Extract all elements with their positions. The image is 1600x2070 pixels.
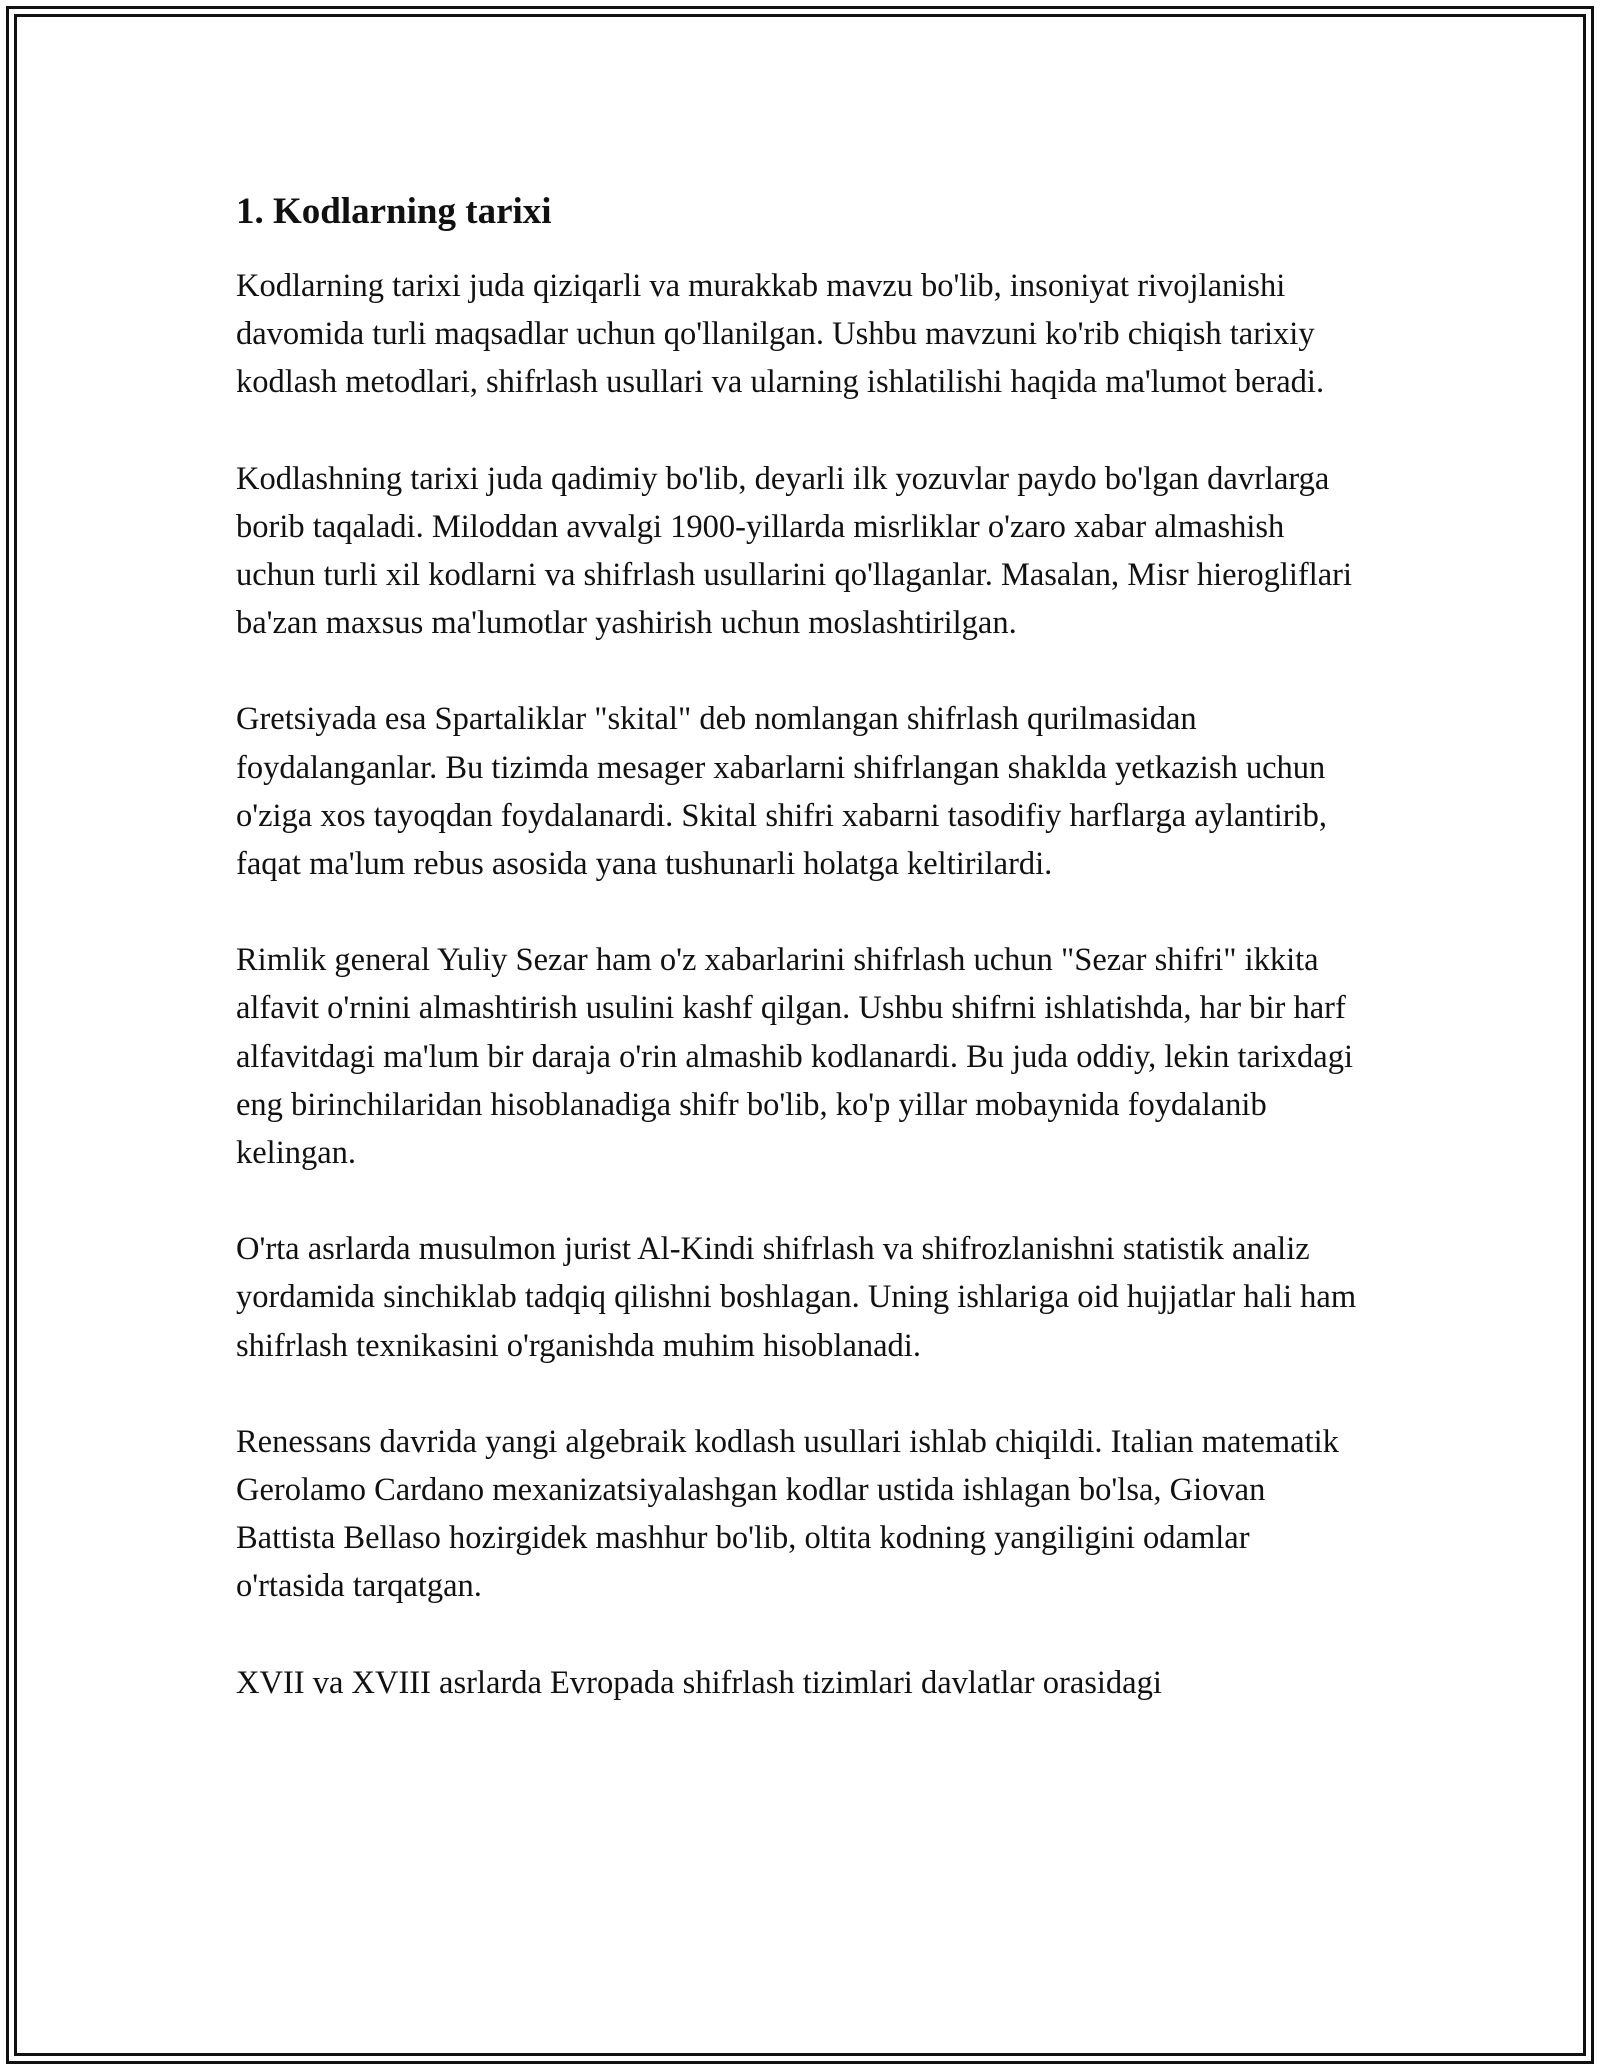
paragraph-greece-scytale: Gretsiyada esa Spartaliklar "skital" deb nomlangan shifrlash qurilmasidan foydalanganlar. Bu tizimda mesager xabarlarni shifrlangan shaklda yetkazish uchun o'ziga xos tayoqdan foydalanardi. Skital shifri xabarni tasodifiy harflarga aylantirib, faqat ma'lum rebus asosida yana tushunarli holatga keltirilardi. <box>236 701 1327 883</box>
paragraph-al-kindi: O'rta asrlarda musulmon jurist Al-Kindi shifrlash va shifrozlanishni statistik analiz yordamida sinchiklab tadqiq qilishni boshlagan. Uning ishlariga oid hujjatlar hali ham shifrlash texnikasini o'rganishda muhim hisoblanadi. <box>236 1231 1357 1364</box>
paragraph-17-18-century: XVII va XVIII asrlarda Evropada shifrlash tizimlari davlatlar orasidagi <box>236 1664 1162 1701</box>
section-title: 1. Kodlarning tarixi <box>236 191 552 232</box>
paragraph-caesar-cipher: Rimlik general Yuliy Sezar ham o'z xabarlarini shifrlash uchun "Sezar shifri" ikkita alfavit o'rnini almashtirish usulini kashf qilgan. Ushbu shifrni ishlatishda, har bir harf alfavitdagi ma'lum bir daraja o'rin almashib kodlanardi. Bu juda oddiy, lekin tarixdagi eng birinchilaridan hisoblanadiga shifr bo'lib, ko'p yillar mobaynida foydalanib kelingan. <box>236 942 1354 1172</box>
document-body <box>236 186 1366 1755</box>
paragraph-ancient-egypt: Kodlashning tarixi juda qadimiy bo'lib, deyarli ilk yozuvlar paydo bo'lgan davrlarga borib taqaladi. Miloddan avvalgi 1900-yillarda misrliklar o'zaro xabar almashish uchun turli xil kodlarni va shifrlash usullarini qo'llaganlar. Masalan, Misr hierogliflari ba'zan maxsus ma'lumotlar yashirish uchun moslashtirilgan. <box>236 460 1353 642</box>
paragraph-renaissance: Renessans davrida yangi algebraik kodlash usullari ishlab chiqildi. Italian matematik Gerolamo Cardano mexanizatsiyalashgan kodlar ustida ishlagan bo'lsa, Giovan Battista Bellaso hozirgidek mashhur bo'lib, oltita kodning yangiligini odamlar o'rtasida tarqatgan. <box>236 1423 1339 1605</box>
paragraph-intro: Kodlarning tarixi juda qiziqarli va murakkab mavzu bo'lib, insoniyat rivojlanishi davomida turli maqsadlar uchun qo'llanilgan. Ushbu mavzuni ko'rib chiqish tarixiy kodlash metodlari, shifrlash usullari va ularning ishlatilishi haqida ma'lumot beradi. <box>236 268 1325 401</box>
